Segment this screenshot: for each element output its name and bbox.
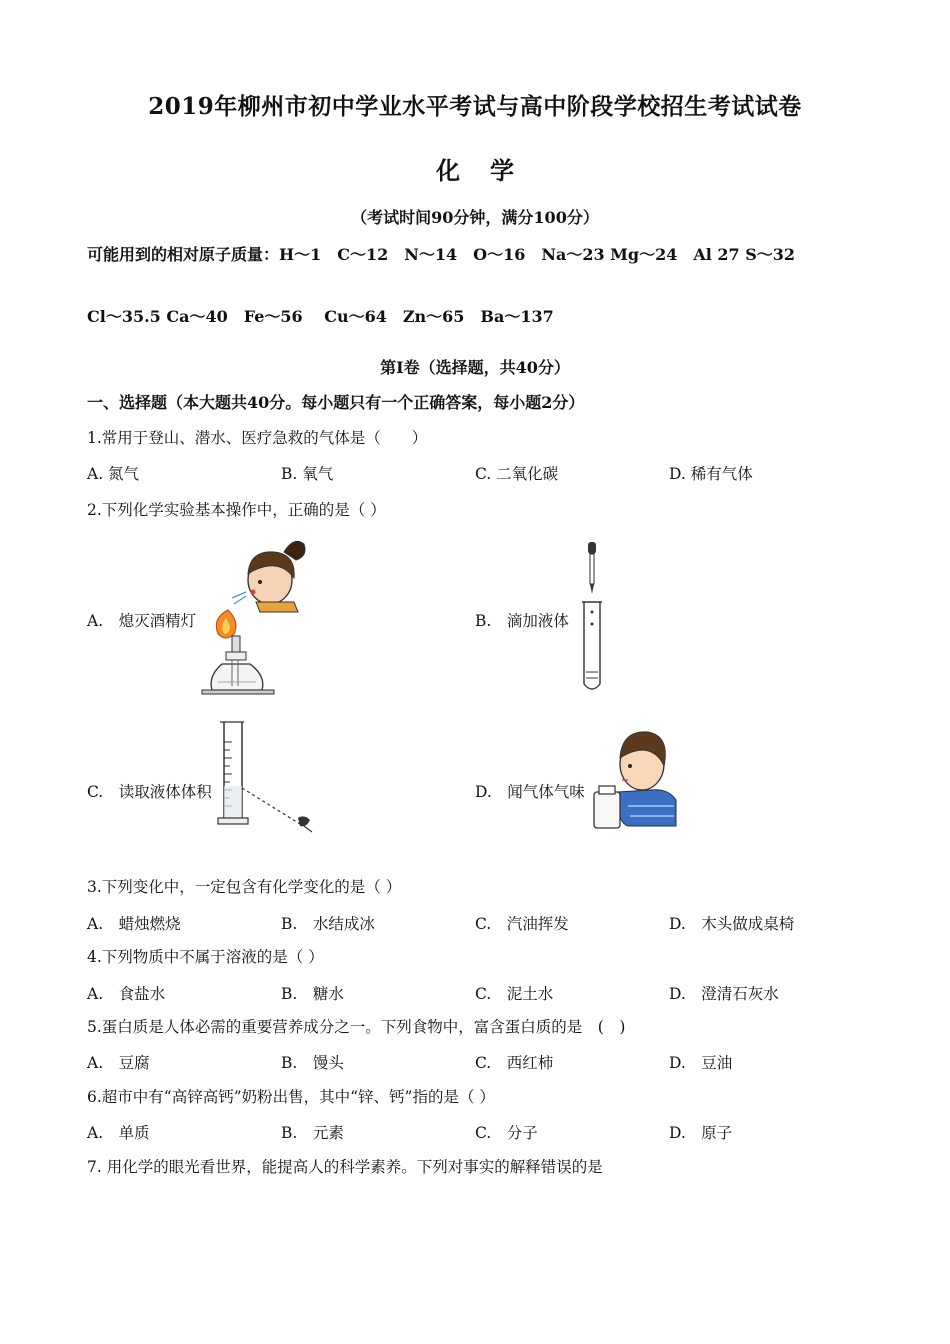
q2-option-d: D. 闻气体气味 [475, 783, 585, 801]
q5-option-a: A. 豆腐 [87, 1054, 150, 1072]
q6-option-d: D. 原子 [669, 1124, 733, 1142]
exam-title: 2019年柳州市初中学业水平考试与高中阶段学校招生考试试卷 [148, 93, 802, 120]
question-6-stem: 6.超市中有“高锌高钙”奶粉出售，其中“锌、钙”指的是（ ） [87, 1088, 495, 1106]
question-3-stem: 3.下列变化中，一定包含有化学变化的是（ ） [87, 878, 402, 896]
q6-option-c: C. 分子 [475, 1124, 538, 1142]
q3-option-a: A. 蜡烛燃烧 [87, 915, 181, 933]
q1-option-c: C. 二氧化碳 [475, 465, 559, 483]
q1-option-b: B. 氧气 [281, 465, 334, 483]
question-4-stem: 4.下列物质中不属于溶液的是（ ） [87, 948, 324, 966]
q2-option-c: C. 读取液体体积 [87, 783, 212, 801]
q4-option-d: D. 澄清石灰水 [669, 985, 779, 1003]
exam-info: （考试时间90分钟，满分100分） [351, 208, 599, 227]
q2-option-b: B. 滴加液体 [475, 612, 569, 630]
smelling-gas-illustration [588, 722, 680, 832]
q1-option-a: A. 氮气 [87, 465, 140, 483]
q4-option-a: A. 食盐水 [87, 985, 166, 1003]
q1-option-d: D. 稀有气体 [669, 465, 753, 483]
atomic-mass-line-1: 可能用到的相对原子质量：H～1 C～12 N～14 O～16 Na～23 Mg～24 Al 27 S～32 [87, 245, 796, 264]
alcohol-lamp-blowing-illustration [198, 530, 310, 696]
q3-option-c: C. 汽油挥发 [475, 915, 569, 933]
graduated-cylinder-reading-illustration [214, 718, 324, 838]
q6-option-b: B. 元素 [281, 1124, 344, 1142]
q6-option-a: A. 单质 [87, 1124, 150, 1142]
subject-title: 化学 [436, 156, 544, 185]
question-7-stem: 7. 用化学的眼光看世界，能提高人的科学素养。下列对事实的解释错误的是 [87, 1158, 603, 1176]
q5-option-b: B. 馒头 [281, 1054, 344, 1072]
question-5-stem: 5.蛋白质是人体必需的重要营养成分之一。下列食物中，富含蛋白质的是 ( ) [87, 1018, 626, 1036]
q2-option-a: A. 熄灭酒精灯 [87, 612, 197, 630]
q5-option-c: C. 西红柿 [475, 1054, 554, 1072]
q5-option-d: D. 豆油 [669, 1054, 733, 1072]
q4-option-c: C. 泥土水 [475, 985, 554, 1003]
q3-option-b: B. 水结成冰 [281, 915, 375, 933]
q4-option-b: B. 糖水 [281, 985, 344, 1003]
question-1-stem: 1.常用于登山、潜水、医疗急救的气体是（ ） [87, 429, 428, 447]
part-title: 一、选择题（本大题共40分。每小题只有一个正确答案，每小题2分） [87, 393, 585, 412]
q3-option-d: D. 木头做成桌椅 [669, 915, 795, 933]
dropper-test-tube-illustration [578, 540, 608, 696]
volume-title: 第Ⅰ卷（选择题，共40分） [380, 358, 570, 377]
atomic-mass-line-2: Cl～35.5 Ca～40 Fe～56 Cu～64 Zn～65 Ba～137 [87, 307, 554, 326]
question-2-stem: 2.下列化学实验基本操作中，正确的是（ ） [87, 501, 386, 519]
